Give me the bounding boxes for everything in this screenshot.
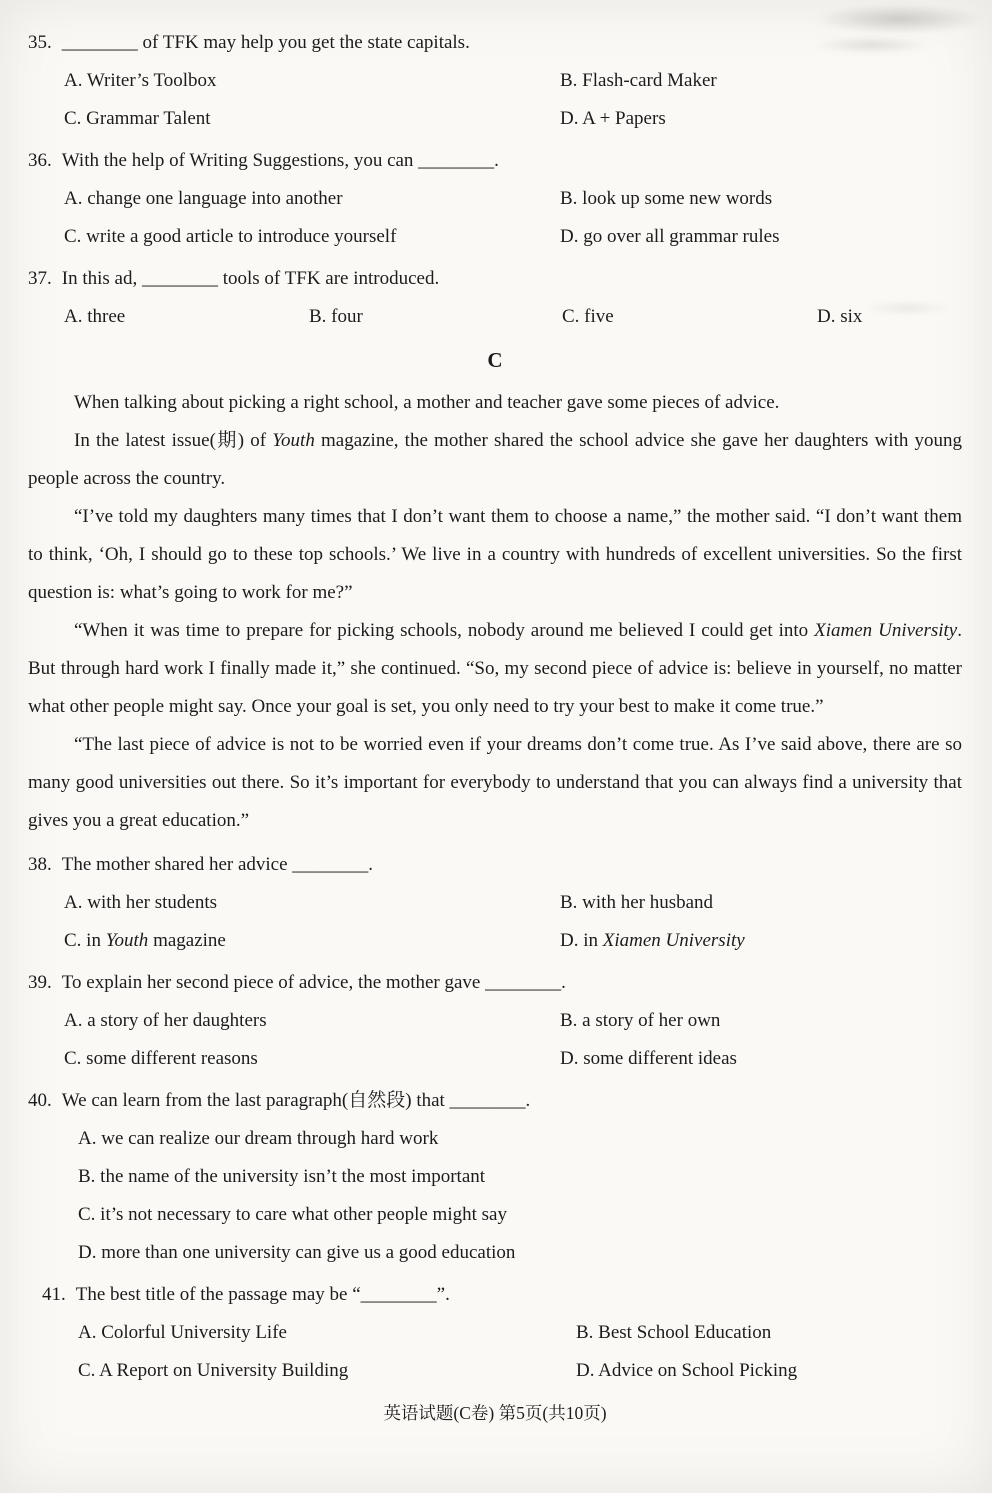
question-36-number: 36. — [28, 150, 52, 171]
question-39-stem — [28, 964, 962, 1002]
option-41-a: A. Colorful University Life — [78, 1322, 287, 1343]
option-35-b: B. Flash-card Maker — [560, 70, 717, 91]
question-36-stem — [28, 142, 962, 180]
paragraph-2-text-2: magazine, the mother shared the school advice she gave her daughters with young people across the country. — [28, 430, 963, 489]
passage-paragraph-4 — [28, 612, 962, 726]
question-41-stem — [28, 1276, 962, 1314]
option-39-a: A. a story of her daughters — [64, 1010, 267, 1031]
question-41-options — [28, 1314, 962, 1390]
question-37-options — [28, 298, 962, 336]
option-40-d: D. more than one university can give us a good education — [78, 1242, 516, 1263]
paragraph-2-italic: Youth — [272, 430, 315, 451]
question-40-number: 40. — [28, 1090, 52, 1111]
paragraph-4-text-2: . But through hard work I finally made it,” she continued. “So, my second piece of advice is: believe in yourself, no matter what other people might say. Once your goal is set, you only need to try your best to make it come true.” — [28, 620, 962, 717]
option-35-c: C. Grammar Talent — [64, 108, 211, 129]
question-38-number: 38. — [28, 854, 52, 875]
option-39-c: C. some different reasons — [64, 1048, 258, 1069]
question-37-text: In this ad, ________ tools of TFK are introduced. — [61, 268, 440, 289]
question-38 — [28, 846, 962, 960]
option-41-d: D. Advice on School Picking — [576, 1360, 798, 1381]
paragraph-4-text: “When it was time to prepare for picking schools, nobody around me believed I could get into — [74, 620, 815, 641]
option-41-b: B. Best School Education — [576, 1322, 772, 1343]
option-39-d: D. some different ideas — [560, 1048, 737, 1069]
option-38-d-text: D. in — [560, 930, 603, 951]
page-footer: 英语试题(C卷) 第5页(共10页) — [383, 1403, 607, 1423]
question-40-stem — [28, 1082, 962, 1120]
option-36-b: B. look up some new words — [560, 188, 773, 209]
question-39-text: To explain her second piece of advice, the mother gave ________. — [61, 972, 566, 993]
option-40-b: B. the name of the university isn’t the most important — [78, 1166, 486, 1187]
paragraph-2-text: In the latest issue(期) of — [74, 430, 273, 451]
option-38-b: B. with her husband — [560, 892, 714, 913]
question-41-number: 41. — [42, 1284, 66, 1305]
option-38-c-italic: Youth — [105, 930, 149, 951]
question-35 — [28, 24, 962, 138]
question-41-text: The best title of the passage may be “________”. — [75, 1284, 450, 1305]
passage-paragraph-3: “I’ve told my daughters many times that I don’t want them to choose a name,” the mother said. “I don’t want them to think, ‘Oh, I should go to these top schools.’ We live in a country with hundreds of excellent universities. So the first question is: what’s going to work for me?” — [28, 506, 962, 603]
question-40 — [28, 1082, 962, 1272]
question-37-number: 37. — [28, 268, 52, 289]
option-38-a: A. with her students — [64, 892, 218, 913]
option-36-d: D. go over all grammar rules — [560, 226, 780, 247]
option-39-b: B. a story of her own — [560, 1010, 721, 1031]
option-41-c: C. A Report on University Building — [78, 1360, 349, 1381]
question-36-options — [28, 180, 962, 256]
option-38-c-text: C. in — [64, 930, 106, 951]
option-35-a: A. Writer’s Toolbox — [64, 70, 217, 91]
option-38-c-text-2: magazine — [148, 930, 226, 951]
question-35-options — [28, 62, 962, 138]
option-37-d: D. six — [817, 306, 863, 327]
option-40-a: A. we can realize our dream through hard work — [78, 1128, 439, 1149]
option-38-d — [560, 922, 962, 960]
paragraph-4-italic: Xiamen University — [814, 620, 958, 641]
question-39 — [28, 964, 962, 1078]
option-36-c: C. write a good article to introduce yourself — [64, 226, 397, 247]
question-40-options — [28, 1120, 962, 1272]
option-35-d: D. A + Papers — [560, 108, 666, 129]
question-37-stem — [28, 260, 962, 298]
option-40-c: C. it’s not necessary to care what other people might say — [78, 1204, 507, 1225]
question-38-options — [28, 884, 962, 960]
question-36 — [28, 142, 962, 256]
option-38-d-italic: Xiamen University — [602, 930, 745, 951]
question-36-text: With the help of Writing Suggestions, you can ________. — [61, 150, 499, 171]
question-39-number: 39. — [28, 972, 52, 993]
question-38-text: The mother shared her advice ________. — [61, 854, 374, 875]
option-36-a: A. change one language into another — [64, 188, 343, 209]
question-39-options — [28, 1002, 962, 1078]
question-41 — [28, 1276, 962, 1390]
question-35-text: ________ of TFK may help you get the state capitals. — [61, 32, 470, 53]
option-38-c — [64, 922, 560, 960]
passage-paragraph-1: When talking about picking a right school, a mother and teacher gave some pieces of advice. — [74, 392, 780, 413]
reading-passage — [28, 384, 962, 840]
option-37-a: A. three — [64, 306, 126, 327]
section-label: C — [487, 348, 503, 372]
question-40-text: We can learn from the last paragraph(自然段) that ________. — [61, 1090, 531, 1111]
question-37 — [28, 260, 962, 336]
passage-paragraph-5: “The last piece of advice is not to be worried even if your dreams don’t come true. As I’ve said above, there are so many good universities out there. So it’s important for everybody to understand that you can always find a university that gives you a great education.” — [28, 734, 962, 831]
question-35-stem — [28, 24, 962, 62]
question-38-stem — [28, 846, 962, 884]
option-37-b: B. four — [309, 306, 363, 327]
question-35-number: 35. — [28, 32, 52, 53]
passage-paragraph-2 — [28, 422, 962, 498]
option-37-c: C. five — [562, 306, 614, 327]
